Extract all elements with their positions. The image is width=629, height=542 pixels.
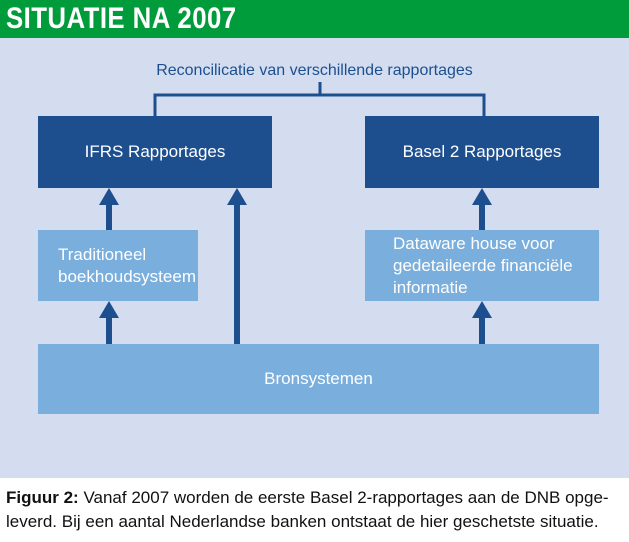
basel-box [365,116,599,188]
basel-label: Basel 2 Rapportages [402,142,562,161]
traditional-label-line1: Traditioneel [58,244,147,264]
traditional-label-line2: boekhoudsysteem [58,266,196,286]
figure-caption [6,486,626,534]
datawarehouse-label-line3: informatie [393,277,468,297]
arrow-datawarehouse-to-basel [472,188,492,230]
reconciliation-bracket [155,82,484,116]
datawarehouse-label-line1: Dataware house voor [393,233,555,253]
arrow-source-to-traditional [99,301,119,344]
datawarehouse-label-line2: gedetaileerde financiële [393,255,573,275]
source-systems-label: Bronsystemen [264,369,373,388]
arrow-traditional-to-ifrs [99,188,119,230]
reconciliation-label: Reconcilicatie van verschillende rapportages [156,62,473,79]
caption-text: Vanaf 2007 worden de eerste Basel 2-rapportages aan de DNB opge-leverd. Bij een aantal Nederlandse banken ontstaat de hier geschetste situatie. [6,488,609,531]
traditional-box [38,230,198,301]
ifrs-box [38,116,272,188]
arrow-source-to-datawarehouse [472,301,492,344]
caption-prefix: Figuur 2: [6,488,79,507]
ifrs-label: IFRS Rapportages [84,142,226,161]
datawarehouse-box [365,230,599,301]
arrow-source-to-ifrs [227,188,247,344]
source-systems-box [38,344,599,414]
page-title: SITUATIE NA 2007 [6,2,237,35]
